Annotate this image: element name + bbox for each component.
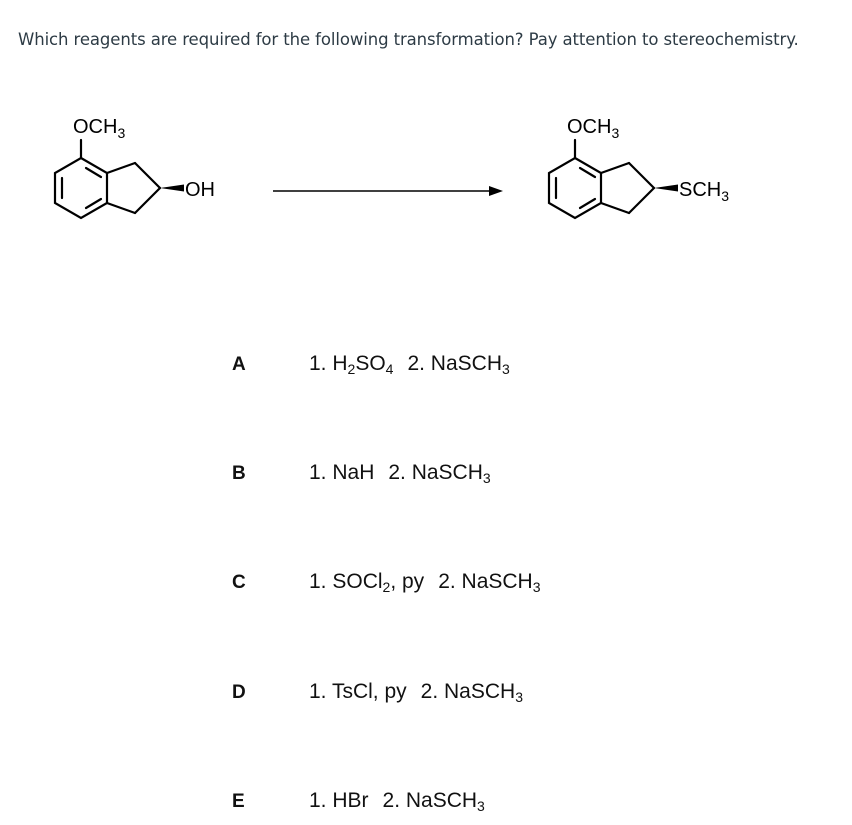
- product-top-group: $OCH_3$: [567, 116, 620, 141]
- choice-reagents: 1. TsCl, py 2. NaSCH$_3$: [309, 680, 523, 705]
- choice-reagents: 1. $H_2SO_4$ 2. NaSCH$_3$: [309, 352, 510, 377]
- choice-letter: E: [232, 791, 245, 812]
- choice-letter: B: [232, 463, 246, 484]
- choice-letter: A: [232, 354, 246, 375]
- choice-letter: C: [232, 572, 246, 593]
- choice-a[interactable]: [0, 348, 852, 388]
- product-side-group: $SCH_3$: [679, 179, 730, 204]
- question-text: Which reagents are required for the following transformation? Pay attention to stereochemistry.: [18, 30, 799, 49]
- arrow-head-icon: [489, 186, 503, 196]
- reaction-scheme: [0, 0, 852, 330]
- choice-d[interactable]: [0, 676, 852, 716]
- choice-reagents: 1. HBr 2. NaSCH$_3$: [309, 789, 485, 814]
- choice-e[interactable]: [0, 785, 852, 825]
- reactant-top-group: $OCH_3$: [73, 116, 126, 141]
- wedge-bond-icon: [654, 185, 678, 192]
- choice-letter: D: [232, 682, 246, 703]
- wedge-bond-icon: [160, 185, 184, 192]
- choice-reagents: 1. NaH 2. NaSCH$_3$: [309, 461, 491, 486]
- choice-b[interactable]: [0, 457, 852, 497]
- reaction-arrow: [273, 186, 503, 196]
- product-structure: [549, 116, 729, 218]
- reactant-structure: [55, 116, 215, 218]
- reactant-side-group: OH: [185, 179, 215, 201]
- choice-c[interactable]: [0, 566, 852, 606]
- choice-reagents: 1. SOCl$_2$, py 2. NaSCH$_3$: [309, 570, 541, 595]
